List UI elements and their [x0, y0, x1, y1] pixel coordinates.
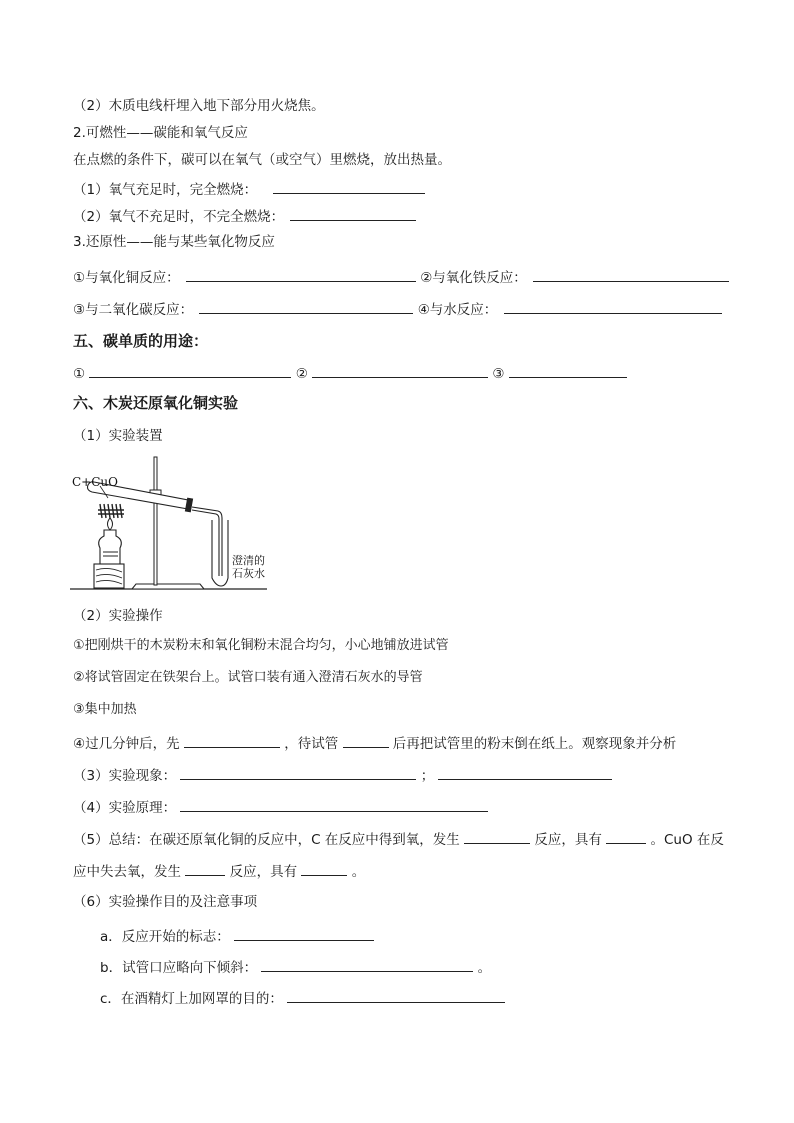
- fe2o3-reaction-blank[interactable]: [533, 267, 729, 282]
- principle-line: [73, 797, 488, 817]
- complete-combustion-blank[interactable]: [273, 179, 425, 194]
- heading-combustibility: 2.可燃性——碳能和氧气反应: [73, 125, 248, 141]
- summary-part-c: 。CuO 在反: [650, 832, 724, 848]
- note-b-label: b．试管口应略向下倾斜：: [100, 960, 258, 976]
- step-4-part-2: ，待试管: [284, 736, 339, 752]
- step-4-part-3: 后再把试管里的粉末倒在纸上。观察现象并分析: [392, 736, 677, 752]
- receiving-tube: [212, 520, 228, 586]
- summary-blank-4[interactable]: [301, 861, 347, 876]
- summary-part-d: 应中失去氧，发生: [73, 864, 181, 880]
- note-b-line: [100, 957, 491, 977]
- step-4-blank-2[interactable]: [343, 733, 389, 748]
- wood-block: [94, 564, 124, 588]
- reaction-line-2: [73, 299, 722, 319]
- stand-base: [132, 584, 204, 589]
- step-4-blank-1[interactable]: [184, 733, 280, 748]
- incomplete-combustion-blank[interactable]: [290, 206, 416, 221]
- summary-blank-2[interactable]: [606, 829, 646, 844]
- heading-reducibility: 3.还原性——能与某些氧化物反应: [73, 234, 275, 250]
- gauze: [98, 504, 124, 518]
- co2-reaction-label: ③与二氧化碳反应：: [73, 302, 194, 318]
- incomplete-combustion-label: （2）氧气不充足时，不完全燃烧：: [73, 209, 285, 225]
- section-five-heading: 五、碳单质的用途：: [73, 332, 209, 350]
- limewater-label-1: 澄清的: [232, 554, 265, 567]
- principle-label: （4）实验原理：: [73, 800, 177, 816]
- note-a-blank[interactable]: [234, 926, 374, 941]
- note-c-label: c．在酒精灯上加网罩的目的：: [100, 991, 283, 1007]
- reaction-line-1: [73, 267, 729, 287]
- summary-line-2: [73, 861, 365, 881]
- phenomenon-line: [73, 765, 612, 785]
- summary-part-f: 。: [351, 864, 366, 880]
- summary-blank-3[interactable]: [185, 861, 225, 876]
- alcohol-lamp: [99, 530, 122, 564]
- use-2-blank[interactable]: [312, 363, 488, 378]
- phenomenon-blank-2[interactable]: [438, 765, 612, 780]
- delivery-tube-inner: [192, 510, 219, 576]
- summary-part-a: （5）总结：在碳还原氧化铜的反应中，C 在反应中得到氧，发生: [73, 832, 460, 848]
- reactant-label: C+CuO: [72, 475, 118, 489]
- complete-combustion-line: [73, 179, 425, 199]
- principle-blank[interactable]: [180, 797, 488, 812]
- summary-blank-1[interactable]: [464, 829, 530, 844]
- operation-step-3: ③集中加热: [73, 702, 137, 717]
- use-1-marker: ①: [73, 366, 86, 382]
- uses-line: [73, 363, 627, 383]
- cuo-reaction-label: ①与氧化铜反应：: [73, 270, 180, 286]
- operation-step-4: [73, 733, 676, 753]
- summary-part-e: 反应，具有: [229, 864, 298, 880]
- apparatus-diagram: [70, 452, 270, 594]
- summary-part-b: 反应，具有: [534, 832, 602, 848]
- water-reaction-label: ④与水反应：: [417, 302, 498, 318]
- note-b-end: 。: [477, 960, 492, 976]
- complete-combustion-label: （1）氧气充足时，完全燃烧：: [73, 182, 258, 198]
- apparatus-subheading: （1）实验装置: [73, 428, 163, 444]
- step-4-part-1: ④过几分钟后，先: [73, 736, 180, 752]
- flame: [108, 518, 113, 530]
- co2-reaction-blank[interactable]: [199, 299, 413, 314]
- notes-subheading: （6）实验操作目的及注意事项: [73, 894, 258, 910]
- note-c-line: [100, 988, 505, 1008]
- stand-rod: [154, 457, 157, 585]
- fe2o3-reaction-label: ②与氧化铁反应：: [420, 270, 527, 286]
- operation-step-1: ①把刚烘干的木炭粉末和氧化铜粉末混合均匀，小心地铺放进试管: [73, 638, 449, 653]
- phenomenon-separator: ；: [420, 768, 435, 784]
- note-c-blank[interactable]: [287, 988, 505, 1003]
- summary-line-1: [73, 829, 724, 849]
- line-wood-pole: （2）木质电线杆埋入地下部分用火烧焦。: [73, 98, 325, 114]
- use-3-blank[interactable]: [509, 363, 627, 378]
- limewater-label-2: 石灰水: [232, 567, 265, 580]
- use-3-marker: ③: [492, 366, 505, 382]
- incomplete-combustion-line: [73, 206, 416, 226]
- use-2-marker: ②: [295, 366, 308, 382]
- phenomenon-blank-1[interactable]: [180, 765, 416, 780]
- delivery-tube: [192, 507, 222, 576]
- phenomenon-label: （3）实验现象：: [73, 768, 177, 784]
- cuo-reaction-blank[interactable]: [186, 267, 416, 282]
- section-six-heading: 六、木炭还原氧化铜实验: [73, 394, 239, 412]
- operation-step-2: ②将试管固定在铁架台上。试管口装有通入澄清石灰水的导管: [73, 670, 423, 685]
- water-reaction-blank[interactable]: [504, 299, 722, 314]
- note-b-blank[interactable]: [261, 957, 473, 972]
- note-a-line: [100, 926, 374, 946]
- use-1-blank[interactable]: [89, 363, 291, 378]
- note-a-label: a．反应开始的标志：: [100, 929, 230, 945]
- combustion-condition-text: 在点燃的条件下，碳可以在氧气（或空气）里燃烧，放出热量。: [73, 152, 451, 168]
- operation-subheading: （2）实验操作: [73, 608, 163, 624]
